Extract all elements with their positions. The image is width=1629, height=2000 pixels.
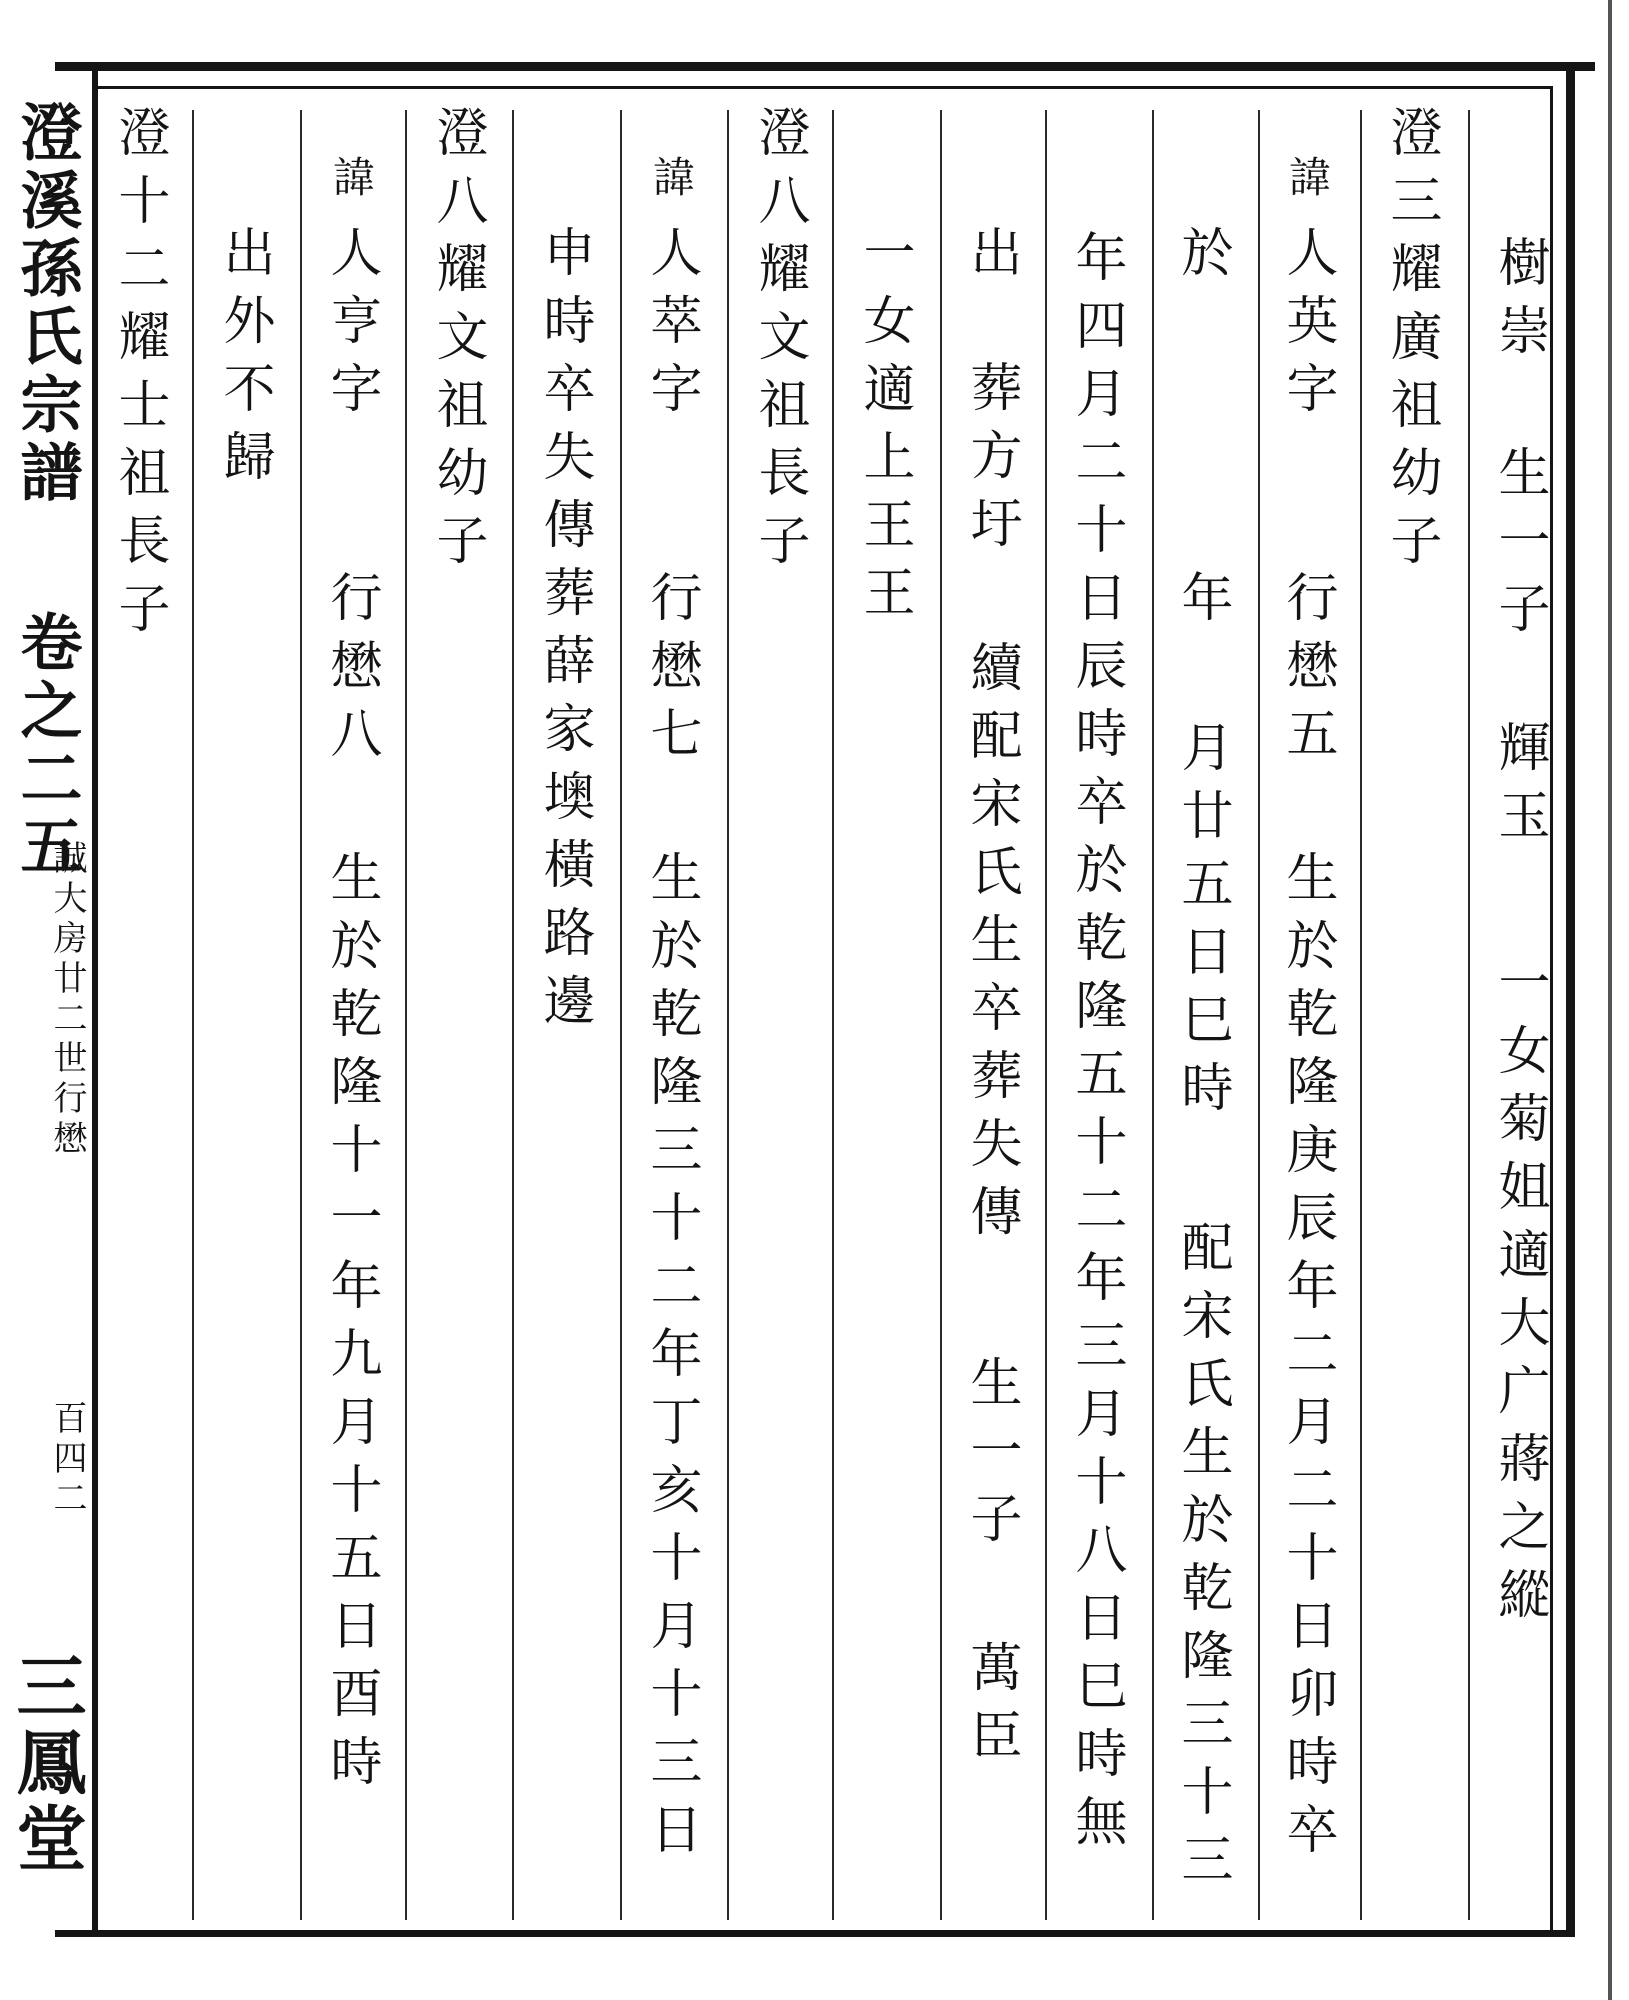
text-segment: 澄十二耀士祖長子 xyxy=(109,105,169,649)
column-divider xyxy=(192,110,194,1920)
column-divider xyxy=(1468,110,1470,1920)
column-divider xyxy=(620,110,622,1920)
text-segment: 一女菊姐適大广蔣之縱 xyxy=(1489,955,1549,1635)
right-border xyxy=(1566,62,1575,1937)
page-number: 百四二 xyxy=(47,1400,87,1520)
text-segment: 申時卒失傳葬薛家墺橫路邊 xyxy=(534,225,594,1041)
branch-note: 誠大房廿二世行懋 xyxy=(47,840,87,1160)
text-segment: 年 xyxy=(1172,570,1232,638)
bottom-border xyxy=(55,1930,1575,1937)
text-segment: 萬臣 xyxy=(961,1640,1021,1776)
text-segment: 續配宋氏生卒葬失傳 xyxy=(961,640,1021,1252)
text-segment: 出 xyxy=(961,225,1021,293)
text-segment: 澄八耀文祖幼子 xyxy=(427,105,487,581)
text-segment: 生一子 xyxy=(1489,445,1549,649)
page-edge xyxy=(1608,0,1612,2000)
text-segment: 人亨字 xyxy=(321,225,381,429)
text-segment: 生於乾隆三十二年丁亥十月十三日 xyxy=(641,850,701,1870)
column-divider xyxy=(512,110,514,1920)
column-divider xyxy=(405,110,407,1920)
text-segment: 澄三耀廣祖幼子 xyxy=(1381,105,1441,581)
text-segment: 生於乾隆十一年九月十五日酉時 xyxy=(321,850,381,1802)
column-divider xyxy=(940,110,942,1920)
volume-label: 卷之二五 xyxy=(10,610,83,882)
text-segment: 諱 xyxy=(1283,155,1332,217)
text-segment: 行懋七 xyxy=(641,570,701,774)
text-segment: 諱 xyxy=(647,155,696,217)
text-segment: 樹崇 xyxy=(1489,235,1549,371)
column-divider xyxy=(1360,110,1362,1920)
text-segment: 生於乾隆庚辰年二月二十日卯時卒 xyxy=(1277,850,1337,1870)
text-segment: 葬方圩 xyxy=(961,360,1021,564)
text-segment: 諱 xyxy=(327,155,376,217)
column-divider xyxy=(300,110,302,1920)
text-segment: 一女適上王王 xyxy=(854,225,914,633)
book-title: 澄溪孫氏宗譜 xyxy=(10,100,83,508)
top-border xyxy=(55,62,1595,71)
text-segment: 人萃字 xyxy=(641,225,701,429)
text-segment: 年四月二十日辰時卒於乾隆五十二年三月十八日巳時無 xyxy=(1066,230,1126,1862)
column-divider xyxy=(832,110,834,1920)
text-segment: 澄八耀文祖長子 xyxy=(749,105,809,581)
margin-strip xyxy=(0,0,92,2000)
text-segment: 行懋五 xyxy=(1277,570,1337,774)
text-segment: 配宋氏生於乾隆三十三 xyxy=(1172,1220,1232,1900)
hall-name: 三鳳堂 xyxy=(5,1650,88,1878)
text-segment: 生一子 xyxy=(961,1355,1021,1559)
column-divider xyxy=(727,110,729,1920)
column-divider xyxy=(1045,110,1047,1920)
column-divider xyxy=(1152,110,1154,1920)
text-segment: 於 xyxy=(1172,225,1232,293)
text-segment: 出外不歸 xyxy=(214,225,274,497)
text-segment: 輝玉 xyxy=(1489,720,1549,856)
text-segment: 人英字 xyxy=(1277,225,1337,429)
text-segment: 月廿五日巳時 xyxy=(1172,720,1232,1128)
text-segment: 行懋八 xyxy=(321,570,381,774)
column-divider xyxy=(1258,110,1260,1920)
top-inner-border xyxy=(92,86,1552,89)
